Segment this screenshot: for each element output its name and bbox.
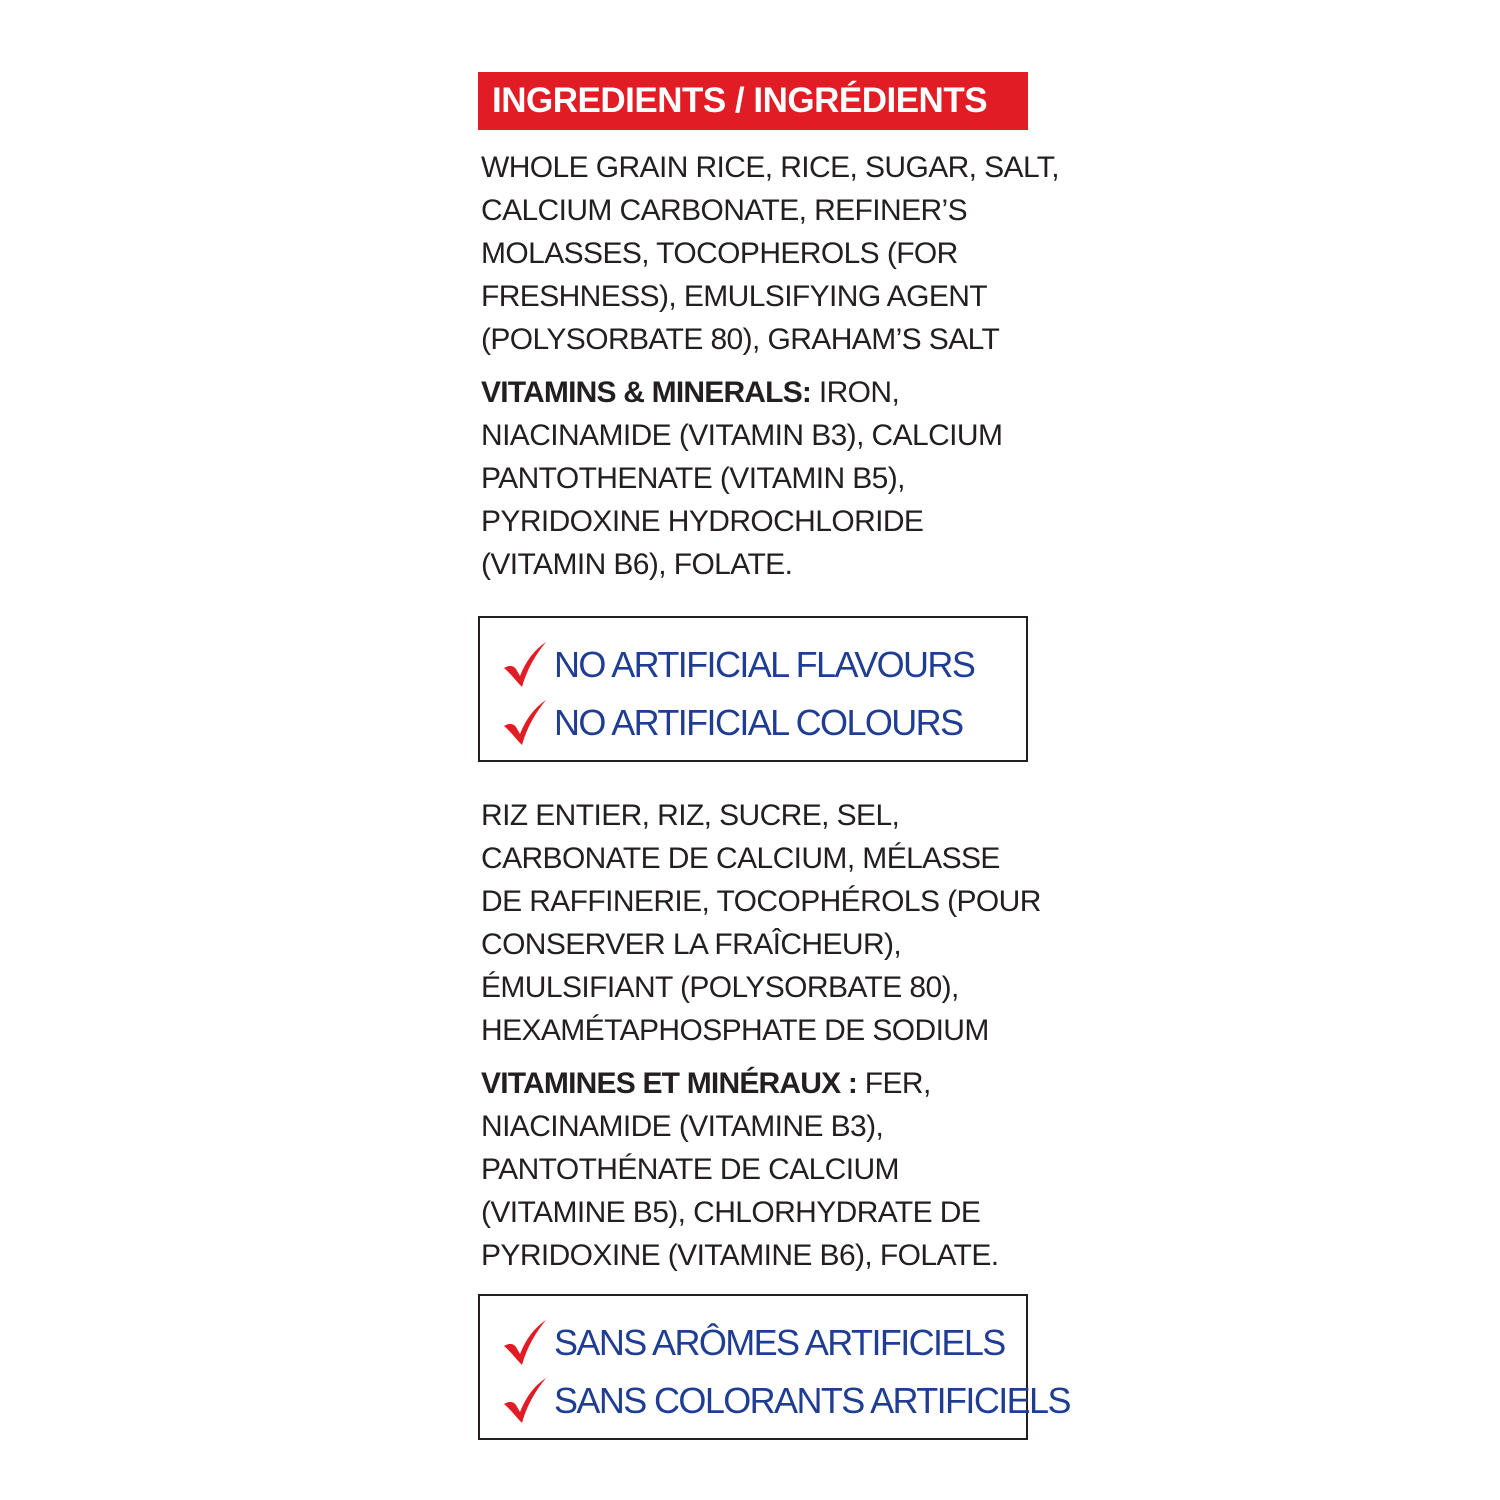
text-line: PANTOTHENATE (VITAMIN B5), <box>481 462 905 495</box>
french-claims-box <box>478 1294 1070 1440</box>
claim-text: SANS ARÔMES ARTIFICIELS <box>554 1322 1005 1363</box>
claim-item <box>502 1372 1070 1430</box>
checkmark-icon <box>502 1319 548 1367</box>
english-claims-box <box>478 616 1028 762</box>
vitamins-label: VITAMINS & MINERALS: <box>481 376 812 409</box>
vitamins-label: VITAMINES ET MINÉRAUX : <box>481 1067 858 1100</box>
french-ingredients <box>478 794 1041 1052</box>
text-line: RIZ ENTIER, RIZ, SUCRE, SEL, <box>481 799 900 832</box>
text-line: CONSERVER LA FRAÎCHEUR), <box>481 928 902 961</box>
text-line: CARBONATE DE CALCIUM, MÉLASSE <box>481 842 1000 875</box>
text-line: IRON, <box>811 376 900 409</box>
text-line: WHOLE GRAIN RICE, RICE, SUGAR, SALT, <box>481 151 1059 184</box>
text-line: HEXAMÉTAPHOSPHATE DE SODIUM <box>481 1014 989 1047</box>
text-line: FER, <box>857 1067 931 1100</box>
text-line: ÉMULSIFIANT (POLYSORBATE 80), <box>481 971 959 1004</box>
checkmark-icon <box>502 641 548 689</box>
claim-text: NO ARTIFICIAL COLOURS <box>554 702 963 743</box>
text-line: NIACINAMIDE (VITAMIN B3), CALCIUM <box>481 419 1003 452</box>
checkmark-icon <box>502 1377 548 1425</box>
claim-text: SANS COLORANTS ARTIFICIELS <box>554 1380 1070 1421</box>
claim-item <box>502 694 1026 752</box>
text-line: PYRIDOXINE (VITAMINE B6), FOLATE. <box>481 1239 999 1272</box>
claim-item <box>502 1314 1026 1372</box>
text-line: NIACINAMIDE (VITAMINE B3), <box>481 1110 884 1143</box>
text-line: DE RAFFINERIE, TOCOPHÉROLS (POUR <box>481 885 1041 918</box>
text-line: (VITAMINE B5), CHLORHYDRATE DE <box>481 1196 981 1229</box>
english-ingredients <box>478 146 1059 361</box>
text-line: MOLASSES, TOCOPHEROLS (FOR <box>481 237 958 270</box>
checkmark-icon <box>502 699 548 747</box>
claim-text: NO ARTIFICIAL FLAVOURS <box>554 644 975 685</box>
french-vitamins <box>478 1062 1028 1277</box>
ingredients-panel <box>478 72 1070 1440</box>
text-line: PANTOTHÉNATE DE CALCIUM <box>481 1153 899 1186</box>
text-line: CALCIUM CARBONATE, REFINER’S <box>481 194 968 227</box>
text-line: (VITAMIN B6), FOLATE. <box>481 548 793 581</box>
claim-item <box>502 636 1026 694</box>
english-vitamins <box>478 371 1028 586</box>
text-line: PYRIDOXINE HYDROCHLORIDE <box>481 505 924 538</box>
text-line: FRESHNESS), EMULSIFYING AGENT <box>481 280 988 313</box>
text-line: (POLYSORBATE 80), GRAHAM’S SALT <box>481 323 1000 356</box>
ingredients-header: INGREDIENTS / INGRÉDIENTS <box>478 72 1028 130</box>
